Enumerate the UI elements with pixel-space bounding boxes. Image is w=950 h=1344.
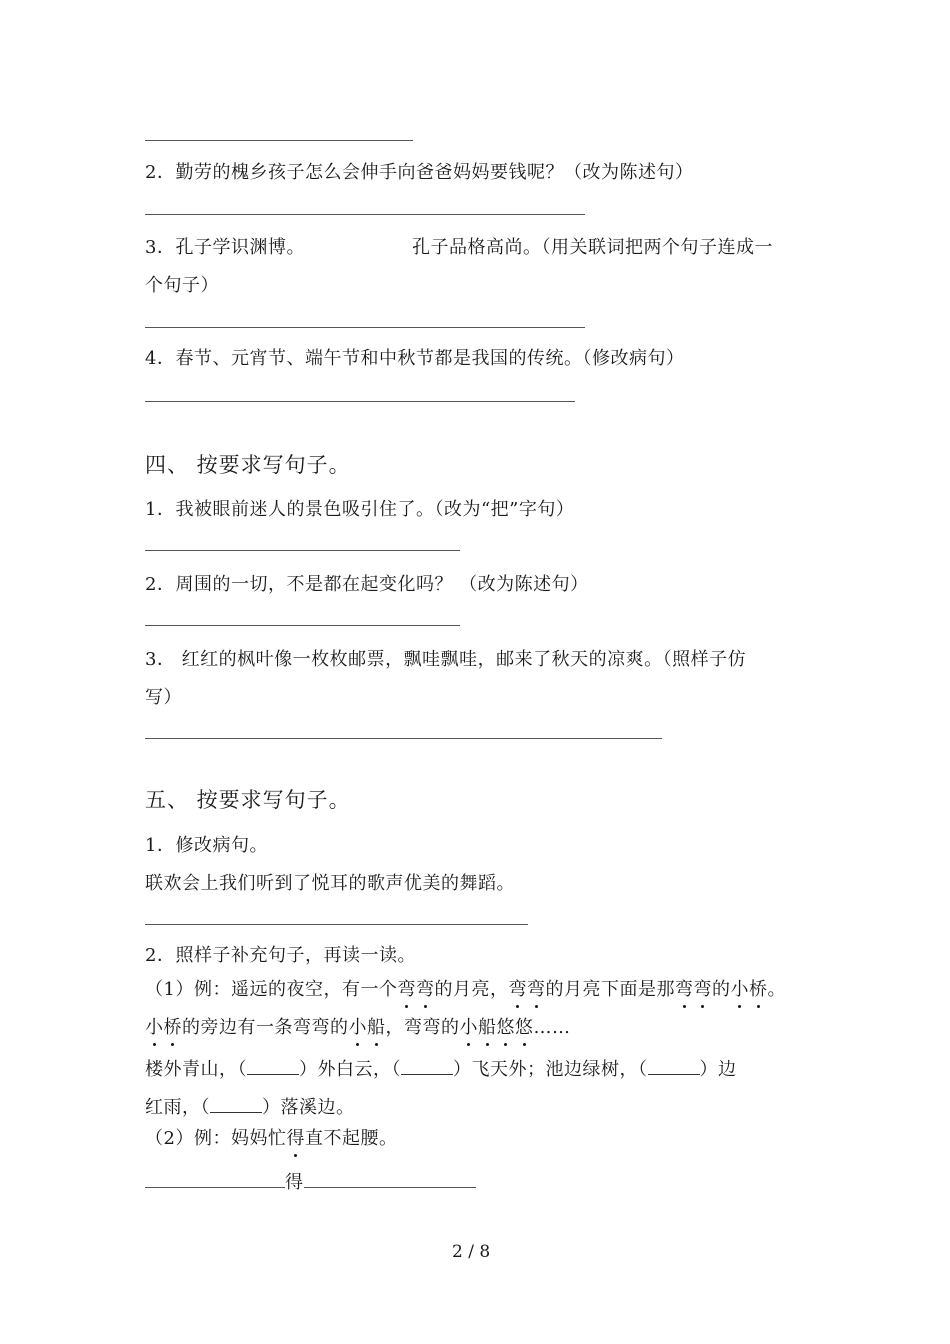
de-char: 得 [285,1172,304,1193]
emphasis-char: 船 [478,1013,497,1039]
answer-line [145,214,585,215]
answer-line [145,140,413,141]
answer-line [145,924,528,925]
question-3-3-part3: 个句子） [145,275,219,296]
example-2 [145,1124,397,1150]
blank-3[interactable] [648,1060,700,1075]
question-3-3-part2: 孔子品格高尚。（用关联词把两个句子连成一 [412,237,773,258]
emphasis-char: 弯 [508,975,527,1001]
blank-4[interactable] [210,1098,262,1113]
question-4-2: 2．周围的一切，不是都在起变化吗？ （改为陈述句） [145,574,589,595]
emphasis-char: 小 [460,1013,479,1039]
fill-in-line-1 [145,1055,737,1081]
answer-line [145,550,460,551]
de-answer-row [145,1168,476,1194]
answer-line [145,401,575,402]
emphasis-char: 悠 [515,1013,534,1039]
answer-blank-left[interactable] [145,1171,285,1188]
example-1-line2 [145,1013,571,1039]
answer-line [145,738,662,739]
question-4-3-line2: 写） [145,687,182,708]
section-4-title: 四、 按要求写句子。 [145,453,351,477]
emphasis-char: 弯 [397,975,416,1001]
emphasis-char: 小 [349,1013,368,1039]
question-3-3-part1: 3．孔子学识渊博。 [145,237,305,258]
example-1-line2-text: 小桥的旁边有一条弯弯的小船，弯弯的小船悠悠…… [145,1017,571,1038]
blank-2[interactable] [401,1060,453,1075]
question-4-1: 1．我被眼前迷人的景色吸引住了。（改为“把”字句） [145,499,575,520]
emphasis-char: 弯 [416,975,435,1001]
example-1-line1-text: （1）例：遥远的夜空，有一个弯弯的月亮，弯弯的月亮下面是那弯弯的小桥。 [145,979,786,1000]
example-2-text: （2）例：妈妈忙得直不起腰。 [145,1128,397,1149]
emphasis-char: 弯 [693,975,712,1001]
fill-in-line-2 [145,1093,355,1119]
question-5-2: 2．照样子补充句子，再读一读。 [145,945,416,966]
emphasis-char: 弯 [527,975,546,1001]
page-number: 2 / 8 [452,1242,491,1262]
emphasis-char: 桥 [749,975,768,1001]
question-4-3-line1: 3． 红红的枫叶像一枚枚邮票，飘哇飘哇，邮来了秋天的凉爽。（照样子仿 [145,649,747,670]
emphasis-char: 弯 [675,975,694,1001]
fill-text: ）外白云，（ [299,1059,401,1080]
emphasis-char: 桥 [164,1013,183,1039]
faulty-sentence: 联欢会上我们听到了悦耳的歌声优美的舞蹈。 [145,873,515,894]
fill-text: ）边 [699,1059,737,1080]
emphasis-char: 小 [730,975,749,1001]
question-3-4: 4．春节、元宵节、端午节和中秋节都是我国的传统。（修改病句） [145,348,685,369]
example-1-line1 [145,975,786,1001]
answer-line [145,625,460,626]
question-5-1: 1．修改病句。 [145,835,268,856]
fill-text: ）落溪边。 [262,1097,355,1118]
section-5-title: 五、 按要求写句子。 [145,788,351,812]
fill-text: 楼外青山，（ [145,1059,247,1080]
emphasis-char: 悠 [497,1013,516,1039]
blank-1[interactable] [247,1060,299,1075]
emphasis-char: 船 [367,1013,386,1039]
answer-blank-right[interactable] [304,1171,476,1188]
fill-text: ）飞天外；池边绿树，（ [453,1059,648,1080]
emphasis-char: 得 [286,1124,305,1150]
question-3-2: 2．勤劳的槐乡孩子怎么会伸手向爸爸妈妈要钱呢？（改为陈述句） [145,162,694,183]
answer-line [145,327,585,328]
emphasis-char: 小 [145,1013,164,1039]
fill-text: 红雨，（ [145,1097,210,1118]
